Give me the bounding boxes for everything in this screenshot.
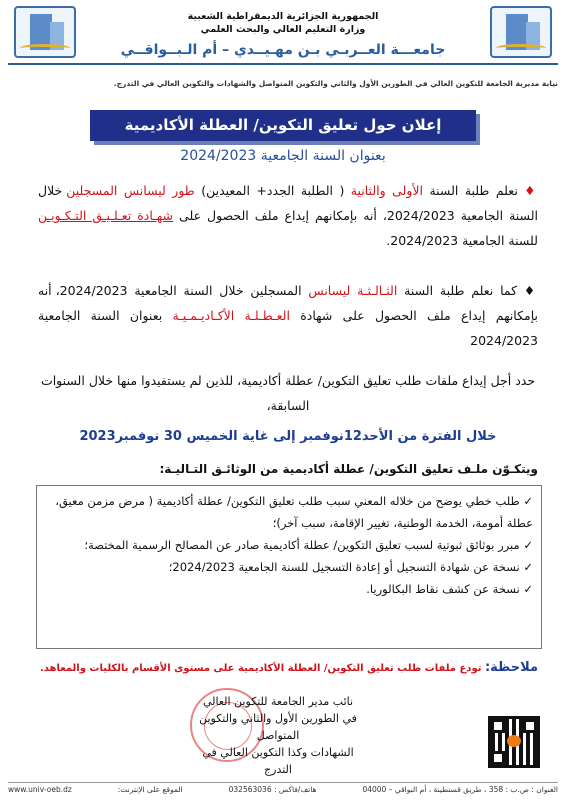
check-icon: ✓ [523, 582, 533, 596]
footer-phone: هاتف/فاكس : 032563036 [228, 785, 317, 794]
announcement-subtitle: بعنوان السنة الجامعية 2024/2023 [180, 148, 386, 164]
check-icon: ✓ [523, 560, 533, 574]
documents-heading: ويتكـوّن ملـف تعليق التكوين/ عطلة أكاديمية من الوثائـق التـاليـة: [159, 462, 538, 476]
list-item: ✓ نسخة عن شهادة التسجيل أو إعادة التسجيل للسنة الجامعية 2024/2023؛ [168, 560, 533, 574]
qr-code [488, 716, 540, 768]
header-text [120, 10, 446, 36]
directorate-name: نيابة مديرية الجامعة للتكوين العالي في الطورين الأول والثاني والتكوين المتواصل والشهادات والتكوين العالي في التدرج. [113, 79, 558, 88]
signature-block: نائب مدير الجامعة للتكوين العالي في الطورين الأول والثاني والتكوين المتواصل الشهادات وكذا التكوين العالي في التدرج [199, 695, 357, 776]
republic-name: الجمهورية الجزائرية الديمقراطية الشعبية [187, 11, 379, 22]
footer [8, 785, 558, 794]
header-divider [8, 63, 558, 65]
note-text: تودع ملفات طلب تعليق التكوين/ العطلة الأكاديمية على مستوى الأقسام بالكليات والمعاهد. [39, 663, 482, 674]
list-item: ✓ نسخة عن كشف نقاط البكالوريا. [366, 582, 533, 596]
university-name: جامعـــة العــربـي بـن مهـيــدي – أم الـبــواقــي [120, 42, 446, 58]
footer-website[interactable]: www.univ-oeb.dz [8, 785, 72, 794]
footer-divider [8, 782, 558, 783]
ministry-name: وزارة التعليم العالي والبحث العلمي [200, 24, 366, 35]
diamond-bullet: ♦ [524, 183, 538, 198]
footer-address: العنوان : ص.ب : 358 ، طريق قسنطينة ، أم البواقي – 04000 [362, 785, 558, 794]
university-logo-right [490, 6, 552, 58]
note [38, 660, 538, 675]
deposit-period: خلال الفترة من الأحد12نوفمبر إلى غاية الخميس 30 نوفمبر2023 [79, 429, 497, 444]
check-icon: ✓ [523, 538, 533, 552]
paragraph-first-second-year: ♦ نعلم طلبة السنة الأولى والثانية ( الطلبة الجدد+ المعيدين) طور ليسانس المسجلين خلال السنة الجامعية 2024/2023، أنه بإمكانهم إيداع ملف الحصول على شهـادة تعـلـيـق التـكـويـن للسنة الجامعية 2024/2023. [38, 183, 538, 248]
note-label: ملاحظة: [484, 660, 538, 675]
deadline-paragraph: حدد أجل إيداع ملفات طلب تعليق التكوين/ عطلة أكاديمية، للذين لم يستفيدوا منها خلال السنوات السابقة، [40, 373, 536, 413]
footer-website-label: الموقع على الإنترنت: [117, 785, 183, 794]
university-logo-left [14, 6, 76, 58]
check-icon: ✓ [523, 494, 533, 508]
announcement-title: إعلان حول تعليق التكوين/ العطلة الأكاديمية [90, 110, 476, 141]
diamond-bullet: ♦ [523, 283, 538, 298]
list-item: ✓ طلب خطي يوضح من خلاله المعني سبب طلب تعليق التكوين/ عطلة أكاديمية ( مرض مزمن معيق، عطلة أمومة، الخدمة الوطنية، تغيير الإقامة، سبب آخر)؛ [55, 494, 533, 530]
paragraph-third-year: ♦ كما نعلم طلبة السنة الثـالـثـة ليسانس المسجلين خلال السنة الجامعية 2024/2023، أنه بإمكانهم إيداع ملف الحصول على شهادة العـطـلـة الأكـاديـمـيـة بعنوان السنة الجامعية 2024/2023 [38, 283, 539, 348]
list-item: ✓ مبرر بوثائق ثبوتية لسبب تعليق التكوين/ عطلة أكاديمية صادر عن المصالح الرسمية المختصة؛ [84, 538, 533, 552]
documents-list [36, 485, 542, 649]
